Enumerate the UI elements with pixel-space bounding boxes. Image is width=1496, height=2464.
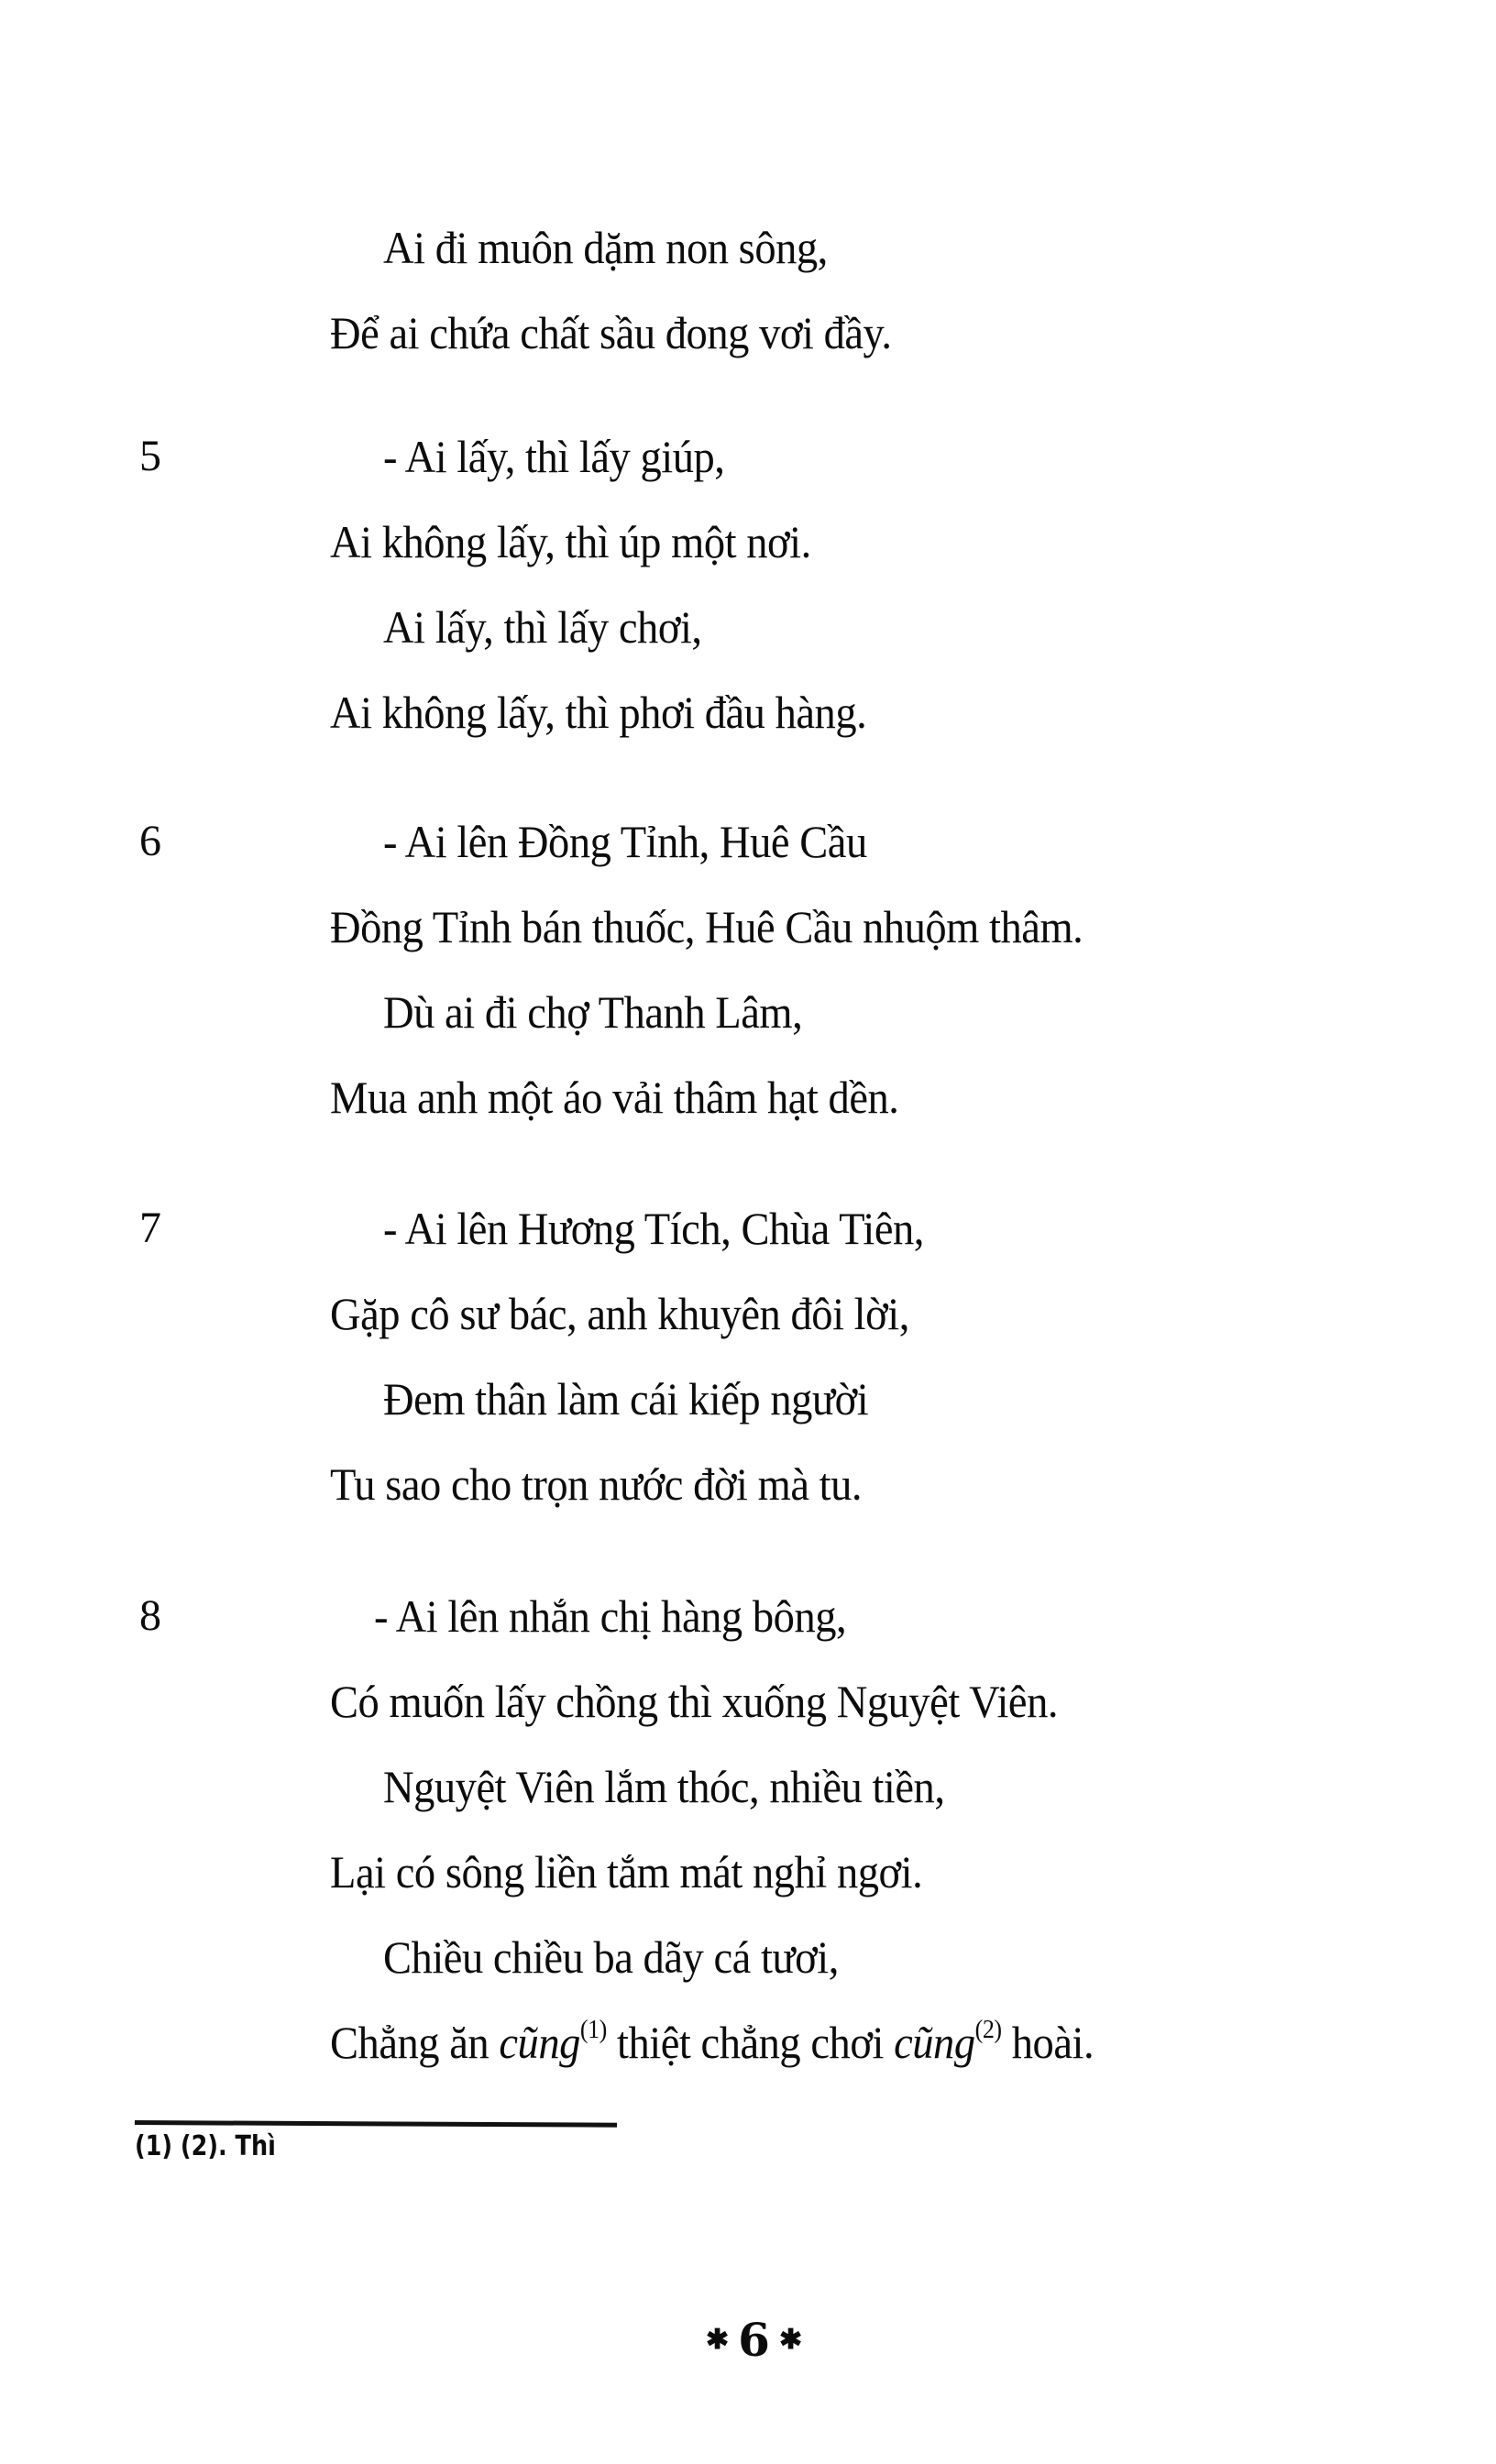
verse-text: Chẳng ăn — [330, 2017, 500, 2068]
footnote-text: (1) (2). Thì — [135, 2130, 276, 2162]
verse-line: Ai đi muôn dặm non sông, — [383, 222, 828, 273]
verse-line: Gặp cô sư bác, anh khuyên đôi lời, — [330, 1288, 909, 1339]
verse-line-with-footnotes — [330, 2015, 1094, 2070]
verse-line: Dù ai đi chợ Thanh Lâm, — [383, 986, 803, 1038]
star-ornament-icon: ✱ — [778, 2324, 803, 2356]
stanza-number: 6 — [139, 817, 161, 865]
verse-line: Ai lấy, thì lấy chơi, — [383, 601, 702, 653]
verse-line: Ai không lấy, thì phơi đầu hàng. — [330, 687, 867, 738]
verse-line: Để ai chứa chất sầu đong vơi đầy. — [330, 307, 892, 358]
verse-line: Lại có sông liền tắm mát nghỉ ngơi. — [330, 1846, 923, 1898]
verse-line: - Ai lên Hương Tích, Chùa Tiên, — [383, 1203, 924, 1254]
verse-line: Nguyệt Viên lắm thóc, nhiều tiền, — [383, 1761, 945, 1812]
verse-line: - Ai lên Đồng Tỉnh, Huê Cầu — [383, 816, 867, 867]
verse-text: thiệt chẳng chơi — [606, 2017, 895, 2068]
verse-line: Mua anh một áo vải thâm hạt dền. — [330, 1072, 899, 1123]
verse-line: - Ai lấy, thì lấy giúp, — [383, 431, 725, 482]
star-ornament-icon: ✱ — [706, 2324, 730, 2356]
page-number-value: 6 — [738, 2313, 770, 2367]
verse-line: - Ai lên nhắn chị hàng bông, — [374, 1590, 847, 1642]
stanza-number: 5 — [139, 432, 161, 480]
page-number — [706, 2308, 802, 2372]
verse-line: Đem thân làm cái kiếp người — [383, 1373, 869, 1424]
verse-text: hoài. — [1001, 2017, 1094, 2068]
footnote-divider — [135, 2120, 617, 2128]
italic-word: cũng — [894, 2017, 975, 2068]
footnote-marker-1: (1) — [579, 2016, 607, 2044]
verse-line: Chiều chiều ba dãy cá tươi, — [383, 1931, 839, 1983]
stanza-number: 8 — [139, 1591, 161, 1640]
verse-line: Ai không lấy, thì úp một nơi. — [330, 516, 811, 567]
verse-line: Có muốn lấy chồng thì xuống Nguyệt Viên. — [330, 1676, 1059, 1727]
verse-line: Tu sao cho trọn nước đời mà tu. — [330, 1458, 863, 1510]
verse-line: Đồng Tỉnh bán thuốc, Huê Cầu nhuộm thâm. — [330, 901, 1084, 952]
footnote-marker-2: (2) — [974, 2016, 1002, 2044]
italic-word: cũng — [499, 2017, 580, 2068]
stanza-number: 7 — [139, 1204, 161, 1252]
